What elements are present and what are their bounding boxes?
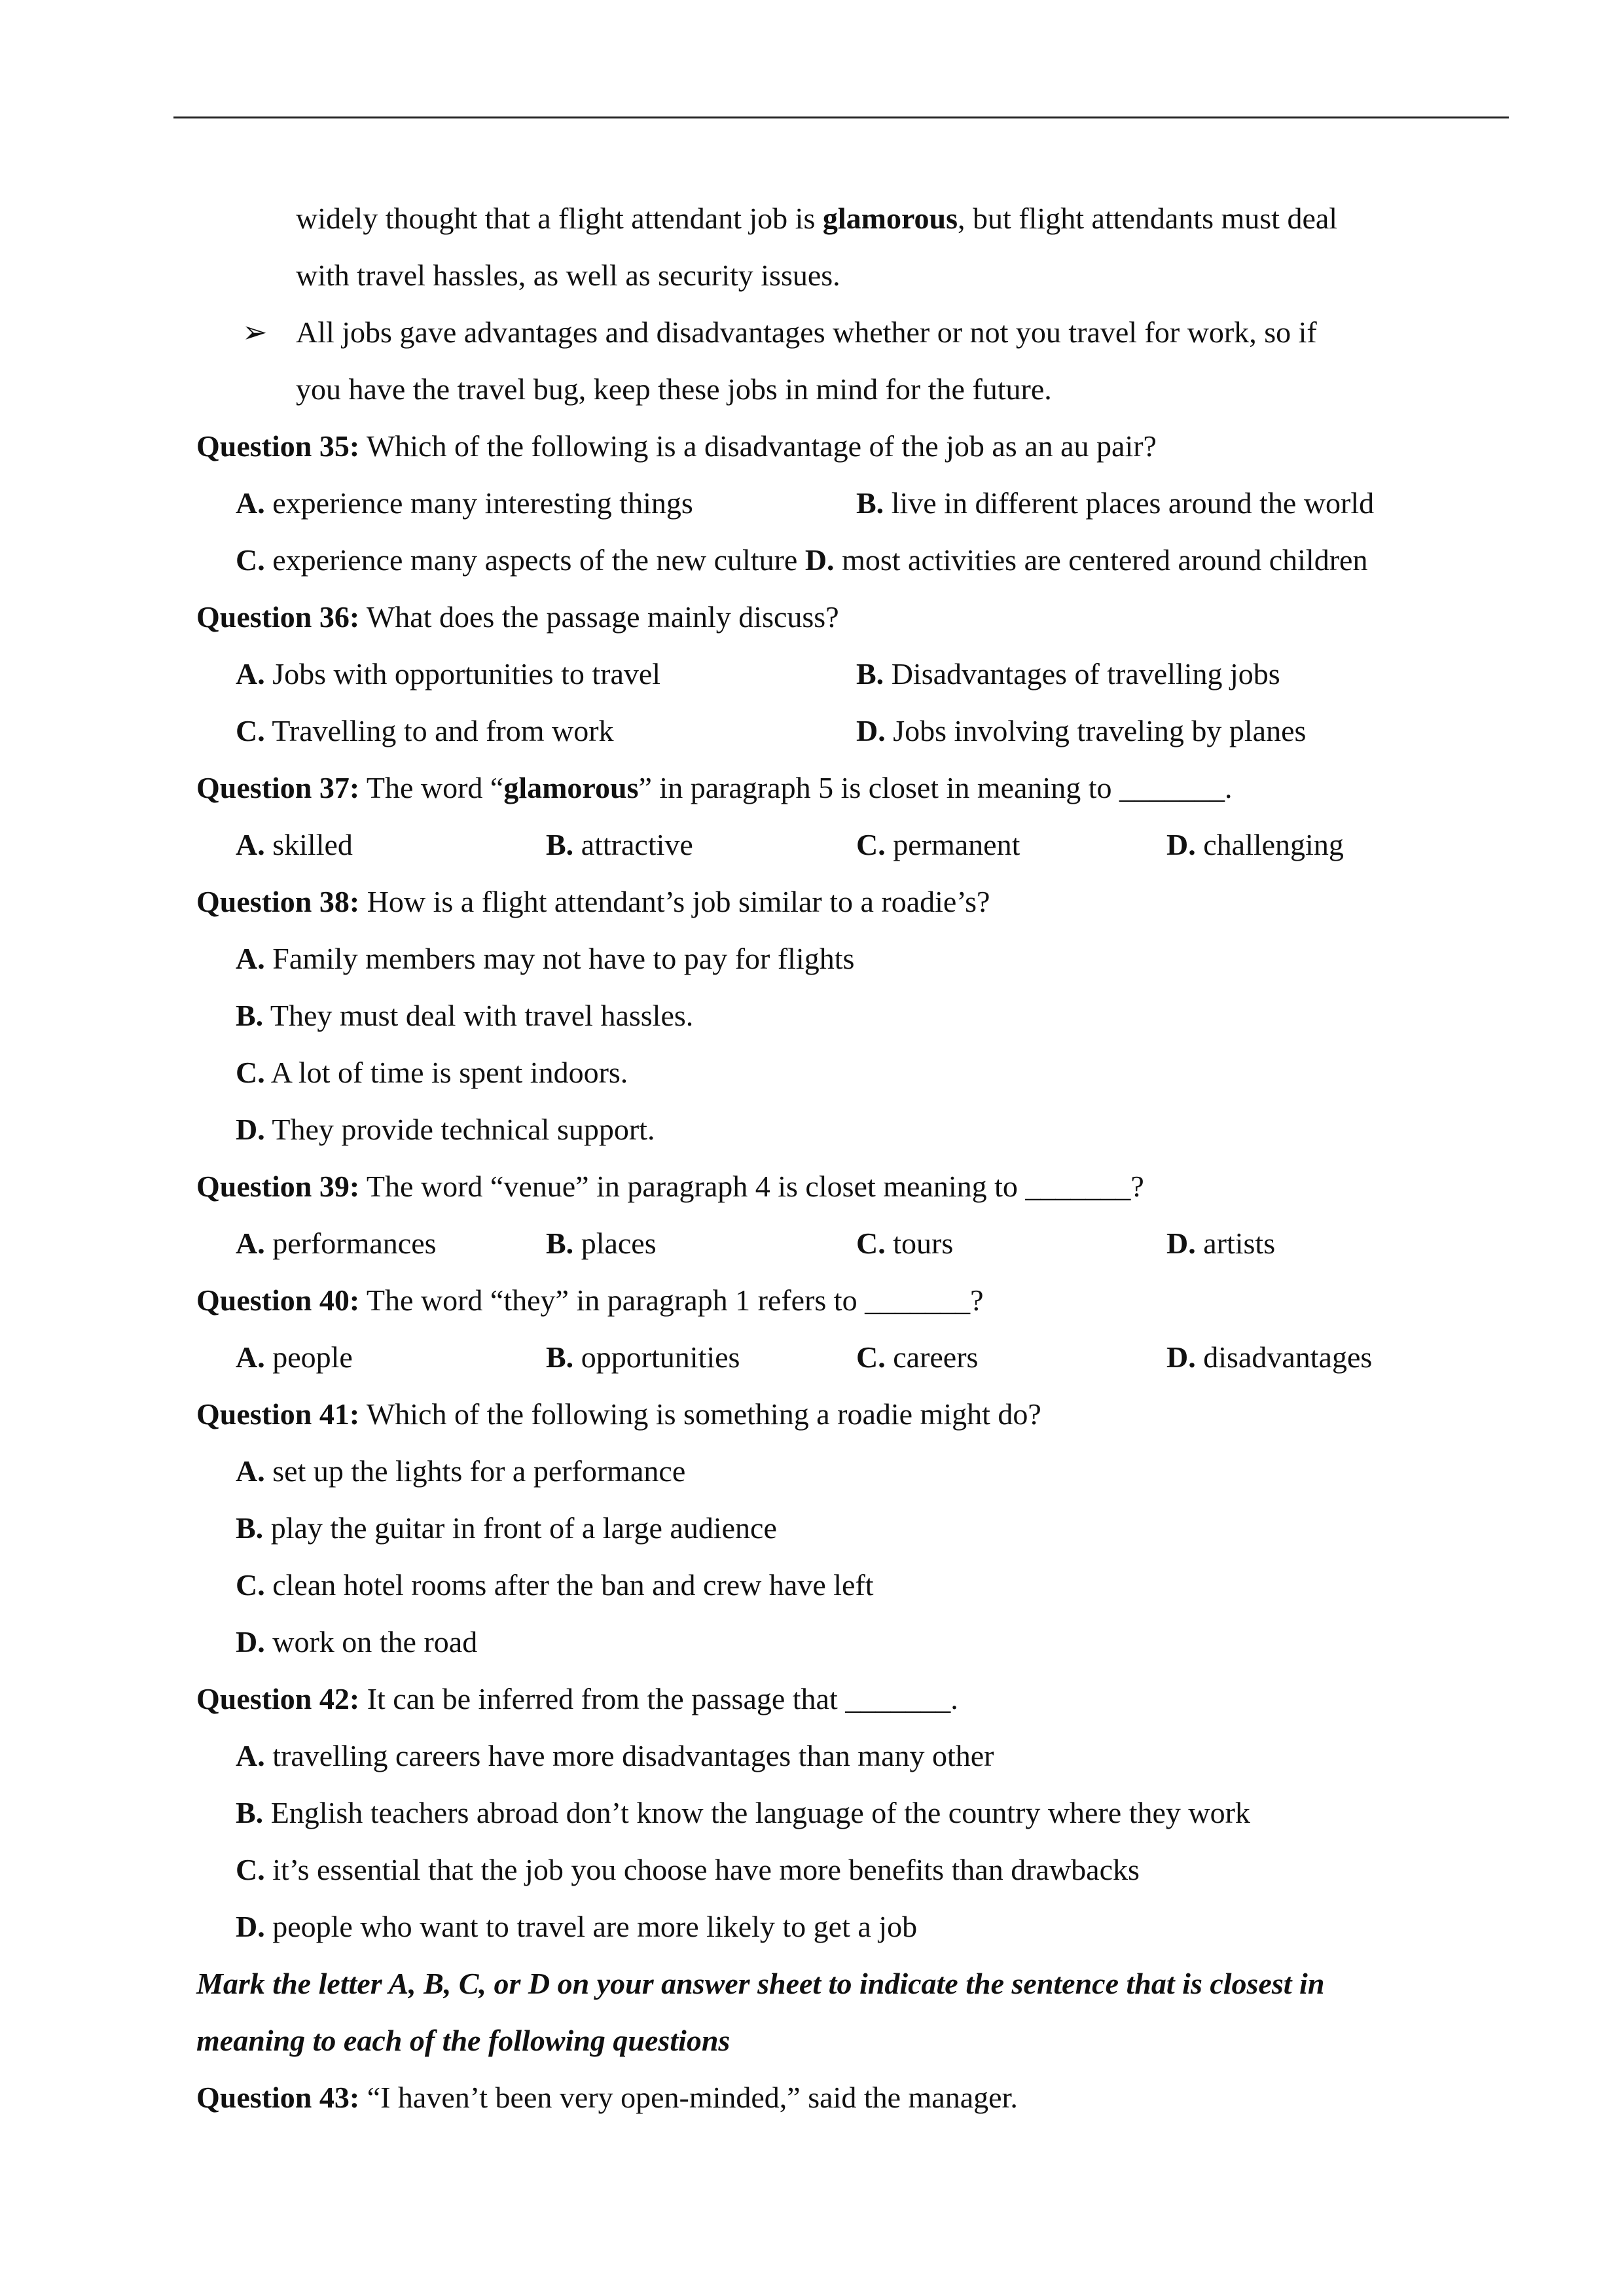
- q39-option-b[interactable]: B. places: [546, 1227, 657, 1260]
- question-43: Question 43: “I haven’t been very open-minded,” said the manager.: [196, 2081, 1018, 2114]
- q38-option-c[interactable]: C. A lot of time is spent indoors.: [236, 1056, 628, 1089]
- instruction-line-1: Mark the letter A, B, C, or D on your answer sheet to indicate the sentence that is closest in: [196, 1967, 1325, 2000]
- q39-options: [196, 1215, 1499, 1272]
- intro-line-2: with travel hassles, as well as security issues.: [296, 259, 840, 292]
- q36-option-c[interactable]: C. Travelling to and from work: [236, 714, 614, 747]
- intro-line-1: widely thought that a flight attendant job is glamorous, but flight attendants must deal: [296, 202, 1338, 235]
- q38-option-d[interactable]: D. They provide technical support.: [236, 1113, 655, 1146]
- q42-option-a[interactable]: A. travelling careers have more disadvantages than many other: [236, 1739, 994, 1772]
- q37-option-d[interactable]: D. challenging: [1166, 828, 1344, 861]
- arrow-bullet-icon: ➢: [242, 315, 268, 349]
- q40-option-a[interactable]: A. people: [236, 1340, 353, 1374]
- q40-option-c[interactable]: C. careers: [856, 1340, 979, 1374]
- q39-option-d[interactable]: D. artists: [1166, 1227, 1276, 1260]
- question-37: Question 37: The word “glamorous” in paragraph 5 is closet in meaning to _______.: [196, 771, 1233, 804]
- q36-option-b[interactable]: B. Disadvantages of travelling jobs: [856, 657, 1280, 691]
- q40-options: [196, 1329, 1499, 1386]
- question-39: Question 39: The word “venue” in paragraph 4 is closet meaning to _______?: [196, 1170, 1144, 1203]
- q37-option-a[interactable]: A. skilled: [236, 828, 353, 861]
- q36-options-ab: [196, 645, 1499, 702]
- question-35: Question 35: Which of the following is a disadvantage of the job as an au pair?: [196, 429, 1157, 463]
- q37-options: [196, 816, 1499, 873]
- q35-option-b[interactable]: B. live in different places around the world: [856, 486, 1375, 520]
- q37-option-c[interactable]: C. permanent: [856, 828, 1020, 861]
- bullet-line-1: ➢ All jobs gave advantages and disadvantages whether or not you travel for work, so if: [196, 304, 1499, 361]
- q40-option-b[interactable]: B. opportunities: [546, 1340, 740, 1374]
- q39-option-c[interactable]: C. tours: [856, 1227, 954, 1260]
- q41-option-d[interactable]: D. work on the road: [236, 1625, 478, 1659]
- q35-option-a[interactable]: A. experience many interesting things: [236, 486, 693, 520]
- q35-option-d[interactable]: D. most activities are centered around children: [804, 543, 1368, 577]
- bullet-line-2: you have the travel bug, keep these jobs in mind for the future.: [296, 372, 1052, 406]
- question-41: Question 41: Which of the following is something a roadie might do?: [196, 1397, 1041, 1431]
- q41-option-c[interactable]: C. clean hotel rooms after the ban and crew have left: [236, 1568, 874, 1602]
- question-42: Question 42: It can be inferred from the passage that _______.: [196, 1682, 958, 1715]
- q42-option-d[interactable]: D. people who want to travel are more likely to get a job: [236, 1910, 918, 1943]
- q35-option-c[interactable]: C. experience many aspects of the new culture: [236, 543, 805, 577]
- page-content: [196, 190, 1499, 2126]
- q38-option-a[interactable]: A. Family members may not have to pay for flights: [236, 942, 855, 975]
- q37-option-b[interactable]: B. attractive: [546, 828, 693, 861]
- q41-option-b[interactable]: B. play the guitar in front of a large audience: [236, 1511, 777, 1545]
- q41-option-a[interactable]: A. set up the lights for a performance: [236, 1454, 686, 1488]
- q36-options-cd: [196, 702, 1499, 759]
- question-40: Question 40: The word “they” in paragraph 1 refers to _______?: [196, 1283, 984, 1317]
- question-38: Question 38: How is a flight attendant’s job similar to a roadie’s?: [196, 885, 990, 918]
- header-rule: [173, 117, 1509, 118]
- q36-option-a[interactable]: A. Jobs with opportunities to travel: [236, 657, 661, 691]
- question-36: Question 36: What does the passage mainly discuss?: [196, 600, 839, 634]
- q35-options-ab: [196, 475, 1499, 531]
- q42-option-c[interactable]: C. it’s essential that the job you choose have more benefits than drawbacks: [236, 1853, 1140, 1886]
- q38-option-b[interactable]: B. They must deal with travel hassles.: [236, 999, 694, 1032]
- instruction-line-2: meaning to each of the following questions: [196, 2024, 731, 2057]
- q40-option-d[interactable]: D. disadvantages: [1166, 1340, 1373, 1374]
- q42-option-b[interactable]: B. English teachers abroad don’t know the language of the country where they work: [236, 1796, 1250, 1829]
- q39-option-a[interactable]: A. performances: [236, 1227, 437, 1260]
- q36-option-d[interactable]: D. Jobs involving traveling by planes: [856, 714, 1307, 747]
- q35-options-cd: [196, 531, 1499, 588]
